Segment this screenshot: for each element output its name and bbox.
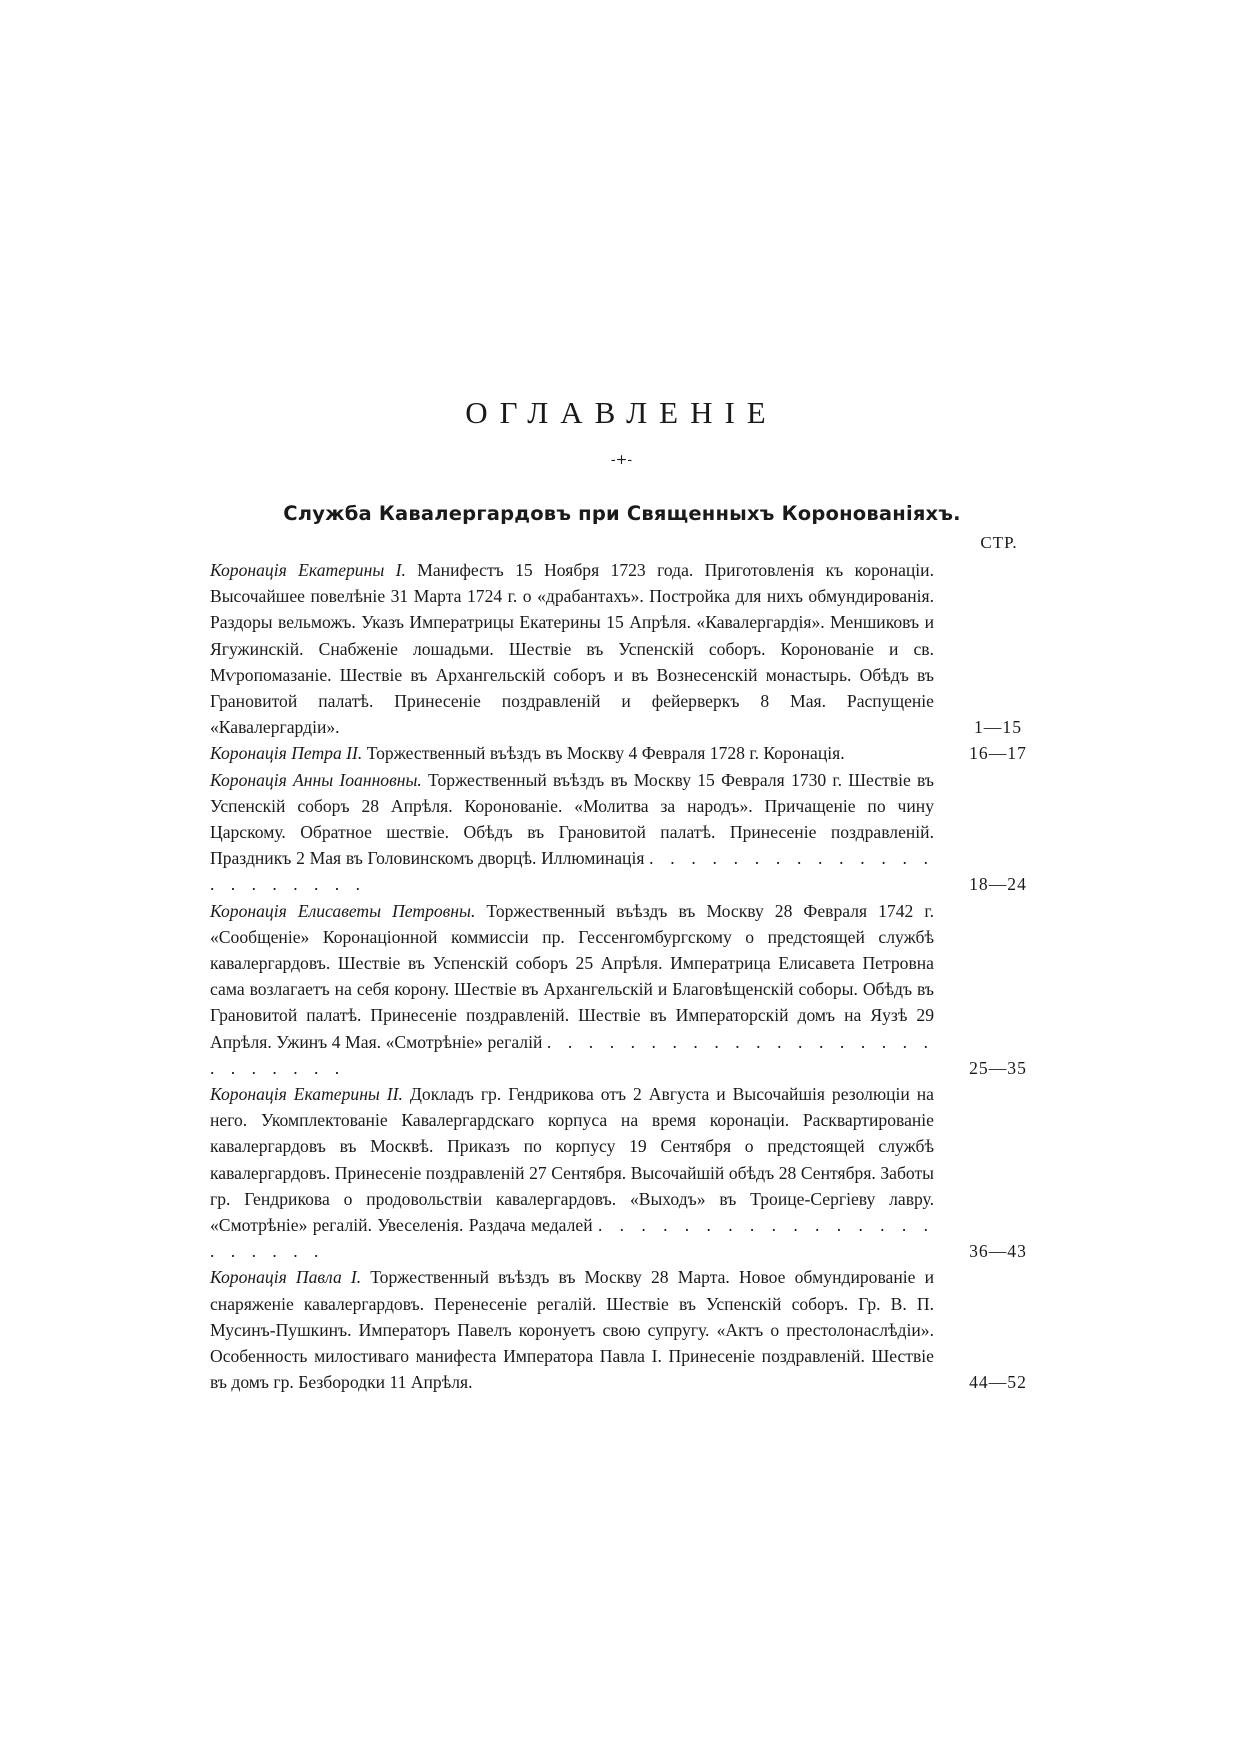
toc-entry-text <box>210 557 934 740</box>
toc-entry-text <box>210 740 934 766</box>
page-title: ОГЛАВЛЕНІЕ <box>465 395 778 430</box>
toc-entry <box>210 1081 1038 1264</box>
toc-entry-text <box>210 898 934 1081</box>
dot-leader: . . . . . . . . . . . . . . . . . . . . . . <box>210 848 934 895</box>
toc-entry-pages: 1—15 <box>974 717 1022 738</box>
toc-entry-lead: Коронація Павла I. <box>210 1267 362 1288</box>
toc-entry <box>210 557 1038 740</box>
toc-entry-lead: Коронація Екатерины I. <box>210 560 406 580</box>
toc-entry-body: Торжественный въѣздъ въ Москву 28 Марта. Новое обмундированіе и снаряженіе кавалергардовъ. Перенесеніе регалій. Шествіе въ Успенскій соборъ. Гр. В. П. Мусинъ-Пушкинъ. Императоръ Павелъ коронуетъ свою супругу. «Актъ о престолонаслѣдіи». Особенность милостиваго манифеста Императора Павла I. Принесеніе поздравленій. Шествіе въ домъ гр. Безбородки 11 Апрѣля. <box>210 1267 934 1393</box>
toc-entry-pages: 44—52 <box>969 1372 1027 1393</box>
toc-entry-pages: 36—43 <box>969 1241 1027 1262</box>
toc-entry <box>210 767 1038 898</box>
toc-entry-lead: Коронація Петра II. <box>210 743 363 764</box>
toc-entry-body: Манифестъ 15 Ноября 1723 года. Приготовленія къ коронаціи. Высочайшее повелѣніе 31 Марта 1724 г. о «драбантахъ». Постройка для нихъ обмундированія. Раздоры вельможъ. Указъ Императрицы Екатерины 15 Апрѣля. «Кавалергардія». Меншиковъ и Ягужинскій. Снабженіе лошадьми. Шествіе въ Успенскій соборъ. Коронованіе и св. Мѵропомазаніе. Шествіе въ Архангельскій соборъ и въ Вознесенскій монастырь. Обѣдъ въ Грановитой палатѣ. Принесеніе поздравленій и фейерверкъ 8 Мая. Распущеніе «Кавалергардіи». <box>210 560 935 738</box>
page-column-label: СТР. <box>980 533 1018 552</box>
section-title: Служба Кавалергардовъ при Священныхъ Коронованіяхъ. <box>283 502 961 525</box>
toc-entry-body: Торжественный въѣздъ въ Москву 15 Февраля 1730 г. Шествіе въ Успенскій соборъ 28 Апрѣля. Коронованіе. «Молитва за народъ». Причащеніе по чину Царскому. Обратное шествіе. Обѣдъ въ Грановитой палатѣ. Принесеніе поздравленій. Праздникъ 2 Мая въ Головинскомъ дворцѣ. Иллюминація <box>210 769 935 869</box>
toc-entry-lead: Коронація Екатерины II. <box>210 1084 403 1105</box>
toc-entry <box>210 898 1038 1081</box>
toc-entry-body: Торжественный въѣздъ въ Москву 4 Февраля 1728 г. Коронація. <box>366 743 845 764</box>
toc-entry-text <box>210 1264 934 1395</box>
toc-entry-pages: 25—35 <box>969 1057 1027 1078</box>
toc-entry-pages: 16—17 <box>969 743 1027 764</box>
toc-entry <box>210 740 1038 766</box>
toc-entry-body: Докладъ гр. Гендрикова отъ 2 Августа и Высочайшія резолюціи на него. Укомплектованіе Кавалергардскаго корпуса на время коронаціи. Расквартированіе кавалергардовъ въ Москвѣ. Приказъ по корпусу 19 Сентября о предстоящей службѣ кавалергардовъ. Принесеніе поздравленій 27 Сентября. Высочайшій обѣдъ 28 Сентября. Заботы гр. Гендрикова о продовольствіи кавалергардовъ. «Выходъ» въ Троице-Сергіеву лавру. «Смотрѣніе» регалій. Увеселенія. Раздача медалей <box>210 1084 934 1236</box>
ornament-divider: -+- <box>610 452 633 468</box>
toc-entry-lead: Коронація Елисаветы Петровны. <box>210 900 476 921</box>
toc-entry-text <box>210 1081 934 1264</box>
toc-entry <box>210 1264 1038 1395</box>
toc-entry-lead: Коронація Анны Іоанновны. <box>210 769 422 790</box>
dot-leader: . . . . . . . . . . . . . . . . . . . . . . . . . . <box>210 1031 934 1078</box>
toc-entry-text <box>210 767 934 898</box>
toc-entry-body: Торжественный въѣздъ въ Москву 28 Февраля 1742 г. «Сообщеніе» Коронаціонной коммиссіи пр. Гессенгомбургскому о предстоящей службѣ кавалергардовъ. Шествіе въ Успенскій соборъ 25 Апрѣля. Императрица Елисавета Петровна сама возлагаетъ на себя корону. Шествіе въ Архангельскій и Благовѣщенскій соборы. Обѣдъ въ Грановитой палатѣ. Принесеніе поздравленій. Шествіе въ Императорскій домъ на Яузѣ 29 Апрѣля. Ужинъ 4 Мая. «Смотрѣніе» регалій <box>210 900 934 1052</box>
dot-leader: . . . . . . . . . . . . . . . . . . . . . . <box>210 1215 934 1262</box>
table-of-contents <box>210 557 1038 1396</box>
toc-entry-pages: 18—24 <box>969 874 1027 895</box>
